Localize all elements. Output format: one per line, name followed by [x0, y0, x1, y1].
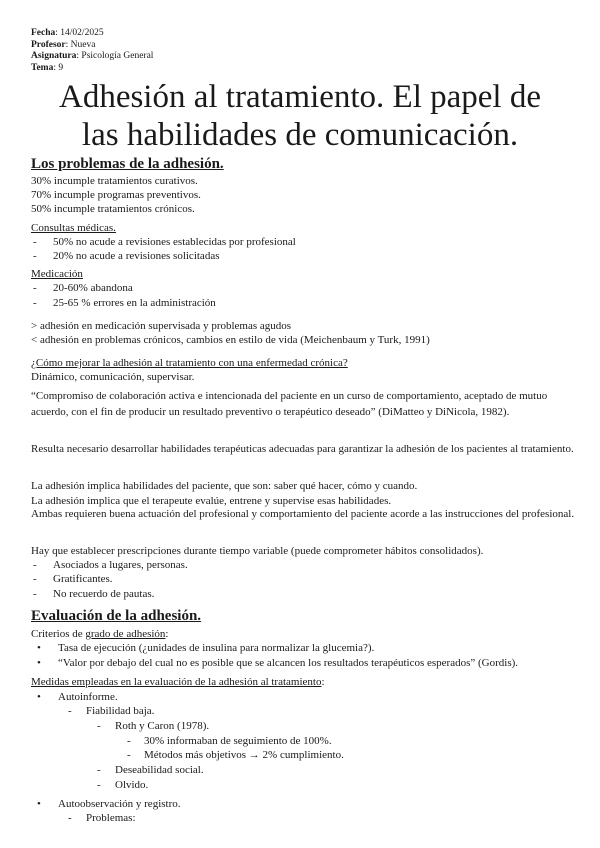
medidas-line: Medidas empleadas en la evaluación de la adhesión al tratamiento:	[31, 676, 325, 688]
bullet-marker: •	[37, 657, 41, 669]
bullet-marker: •	[37, 691, 41, 703]
paragraph: Resulta necesario desarrollar habilidades terapéuticas adecuadas para garantizar la adhesión de los pacientes al tratamiento.	[31, 443, 574, 455]
criterios-line: Criterios de grado de adhesión:	[31, 628, 169, 640]
list-item: No recuerdo de pautas.	[53, 588, 155, 600]
dash-marker: -	[127, 749, 131, 761]
list-item: Asociados a lugares, personas.	[53, 559, 188, 571]
list-item: 50% no acude a revisiones establecidas por profesional	[53, 236, 296, 248]
dash-marker: -	[33, 282, 37, 294]
quote-paragraph: “Compromiso de colaboración activa e intencionada del paciente en un curso de comportamiento, aceptado de mutuo acuerdo, con el fin de producir un resultado preventivo o terapéutico deseado” (DiMatteo y DiNicola, 1982).	[31, 390, 548, 418]
subheading-consultas: Consultas médicas.	[31, 222, 116, 234]
section-heading-problemas: Los problemas de la adhesión.	[31, 156, 224, 172]
dash-marker: -	[33, 297, 37, 309]
paragraph: La adhesión implica habilidades del paciente, que son: saber qué hacer, cómo y cuando.	[31, 480, 418, 492]
list-item: Fiabilidad baja.	[86, 705, 155, 717]
list-item: 25-65 % errores en la administración	[53, 297, 216, 309]
dash-marker: -	[127, 735, 131, 747]
dash-marker: -	[97, 779, 101, 791]
dash-marker: -	[68, 705, 72, 717]
dash-marker: -	[33, 588, 37, 600]
paragraph: Ambas requieren buena actuación del profesional y comportamiento del paciente acorde a las instrucciones del profesional.	[31, 508, 575, 520]
paragraph: La adhesión implica que el terapeute evalúe, entrene y supervise esas habilidades.	[31, 495, 392, 507]
dash-marker: -	[33, 250, 37, 262]
bullet-marker: •	[37, 642, 41, 654]
dash-marker: -	[33, 559, 37, 571]
list-item: Problemas:	[86, 812, 136, 824]
meta-fecha: Fecha: 14/02/2025	[31, 28, 104, 38]
dash-marker: -	[33, 573, 37, 585]
document-metadata	[31, 28, 153, 74]
list-item: 20-60% abandona	[53, 282, 133, 294]
list-item: Métodos más objetivos → 2% cumplimiento.	[144, 749, 344, 761]
stat-line: 30% incumple tratamientos curativos.	[31, 175, 198, 187]
comparison-line: > adhesión en medicación supervisada y problemas agudos	[31, 320, 292, 332]
meta-tema: Tema: 9	[31, 62, 64, 73]
section-heading-evaluacion: Evaluación de la adhesión.	[31, 608, 202, 624]
comparison-line: < adhesión en problemas crónicos, cambios en estilo de vida (Meichenbaum y Turk, 1991)	[31, 334, 430, 346]
list-item: Autoobservación y registro.	[58, 798, 181, 810]
answer-line: Dinámico, comunicación, supervisar.	[31, 371, 195, 383]
subheading-medicacion: Medicación	[31, 268, 83, 280]
question-line: ¿Cómo mejorar la adhesión al tratamiento con una enfermedad crónica?	[31, 357, 348, 369]
meta-profesor: Profesor: Nueva	[31, 39, 96, 50]
stat-line: 70% incumple programas preventivos.	[31, 189, 201, 201]
list-item: Deseabilidad social.	[115, 764, 204, 776]
document-title: Adhesión al tratamiento. El papel de las habilidades de comunicación.	[58, 79, 541, 153]
stat-line: 50% incumple tratamientos crónicos.	[31, 203, 195, 215]
list-item: 20% no acude a revisiones solicitadas	[53, 250, 220, 262]
paragraph: Hay que establecer prescripciones durante tiempo variable (puede comprometer hábitos consolidados).	[31, 545, 484, 557]
list-item: Roth y Caron (1978).	[115, 720, 210, 732]
meta-asignatura: Asignatura: Psicología General	[31, 51, 154, 61]
dash-marker: -	[97, 764, 101, 776]
list-item: “Valor por debajo del cual no es posible que se alcancen los resultados terapéuticos esperados” (Gordis).	[58, 657, 519, 669]
list-item: Olvido.	[115, 779, 149, 791]
list-item: 30% informaban de seguimiento de 100%.	[144, 735, 332, 747]
dash-marker: -	[33, 236, 37, 248]
list-item: Autoinforme.	[58, 691, 118, 703]
bullet-marker: •	[37, 798, 41, 810]
list-item: Tasa de ejecución (¿unidades de insulina para normalizar la glucemia?).	[58, 642, 375, 654]
list-item: Gratificantes.	[53, 573, 113, 585]
dash-marker: -	[68, 812, 72, 824]
dash-marker: -	[97, 720, 101, 732]
